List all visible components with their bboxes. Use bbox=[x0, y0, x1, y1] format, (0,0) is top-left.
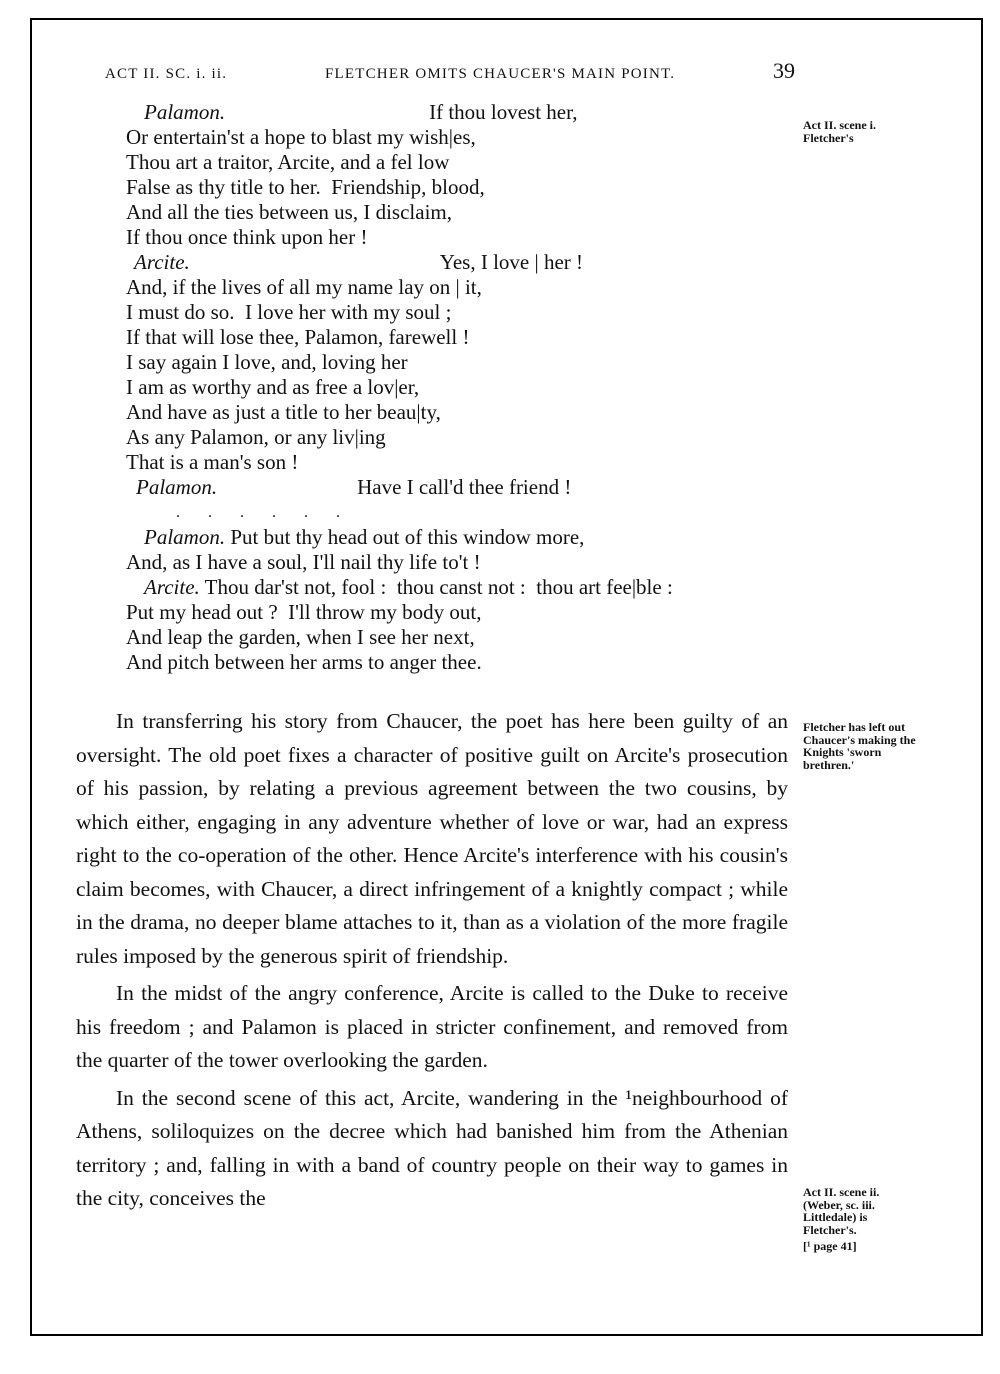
page-number: 39 bbox=[773, 58, 795, 83]
verse-line: Thou art a traitor, Arcite, and a fel low bbox=[126, 150, 450, 174]
prose-body bbox=[76, 705, 788, 1216]
verse-line: I must do so. I love her with my soul ; bbox=[126, 300, 452, 324]
paragraph: In the midst of the angry conference, Arcite is called to the Duke to receive his freedom ; and Palamon is placed in stricter confinement, and removed from the quarter of the tower overlooking the garden. bbox=[76, 981, 788, 1072]
verse-line: And all the ties between us, I disclaim, bbox=[126, 200, 453, 224]
paragraph: In the second scene of this act, Arcite, wandering in the ¹neighbourhood of Athens, soliloquizes on the decree which had banished him from the Athenian territory ; and, falling in with a band of country people on their way to games in the city, conceives the bbox=[76, 1085, 788, 1210]
margin-note: Act II. scene i. Fletcher's bbox=[803, 118, 876, 145]
verse-line: I am as worthy and as free a lov|er, bbox=[126, 375, 420, 399]
verse-line bbox=[126, 250, 786, 275]
verse-line: False as thy title to her. Friendship, blood, bbox=[126, 175, 485, 199]
speaker-name: Arcite. bbox=[134, 250, 190, 274]
verse-line bbox=[126, 575, 786, 600]
verse-text: Put but thy head out of this window more, bbox=[230, 525, 585, 549]
verse-line: That is a man's son ! bbox=[126, 450, 299, 474]
speaker-name: Palamon. bbox=[136, 475, 218, 499]
verse-line: And, as I have a soul, I'll nail thy life to't ! bbox=[126, 550, 481, 574]
ellipsis-row: . . . . . . bbox=[176, 504, 340, 521]
verse-line: And pitch between her arms to anger thee. bbox=[126, 650, 482, 674]
verse-text: Have I call'd thee friend ! bbox=[357, 475, 572, 499]
running-header bbox=[105, 58, 795, 84]
verse-block bbox=[126, 100, 786, 675]
header-act-scene: ACT II. SC. i. ii. bbox=[105, 66, 228, 82]
verse-line: If thou once think upon her ! bbox=[126, 225, 368, 249]
verse-line bbox=[126, 475, 786, 500]
margin-note: [¹ page 41] bbox=[803, 1239, 857, 1253]
verse-line: If that will lose thee, Palamon, farewell ! bbox=[126, 325, 470, 349]
margin-note: Act II. scene ii. (Weber, sc. iii. Littledale) is Fletcher's. bbox=[803, 1185, 880, 1237]
verse-line: Or entertain'st a hope to blast my wish|es, bbox=[126, 125, 476, 149]
verse-line: I say again I love, and, loving her bbox=[126, 350, 408, 374]
verse-line: And leap the garden, when I see her next, bbox=[126, 625, 475, 649]
speaker-name: Palamon. bbox=[144, 525, 226, 549]
verse-line: Put my head out ? I'll throw my body out, bbox=[126, 600, 482, 624]
header-title: FLETCHER OMITS CHAUCER'S MAIN POINT. bbox=[324, 66, 676, 82]
verse-line: As any Palamon, or any liv|ing bbox=[126, 425, 386, 449]
verse-text: Yes, I love | her ! bbox=[439, 250, 583, 274]
speaker-name: Arcite. bbox=[144, 575, 200, 599]
verse-text: If thou lovest her, bbox=[429, 100, 578, 124]
margin-note: Fletcher has left out Chaucer's making the Knights 'sworn brethren.' bbox=[803, 720, 916, 772]
verse-text: Thou dar'st not, fool : thou canst not : thou art fee|ble : bbox=[204, 575, 673, 599]
verse-line: And, if the lives of all my name lay on | it, bbox=[126, 275, 482, 299]
verse-line bbox=[126, 525, 786, 550]
speaker-name: Palamon. bbox=[144, 100, 226, 124]
verse-line bbox=[126, 100, 786, 125]
paragraph: In transferring his story from Chaucer, the poet has here been guilty of an oversight. The old poet fixes a character of positive guilt on Arcite's prosecution of his passion, by relating a previous agreement between the two cousins, by which either, engaging in any adventure whether of love or war, had an express right to the co-operation of the other. Hence Arcite's interference with his cousin's claim becomes, with Chaucer, a direct infringement of a knightly compact ; while in the drama, no deeper blame attaches to it, than as a violation of the more fragile rules imposed by the generous spirit of friendship. bbox=[76, 709, 788, 968]
verse-line: And have as just a title to her beau|ty, bbox=[126, 400, 441, 424]
